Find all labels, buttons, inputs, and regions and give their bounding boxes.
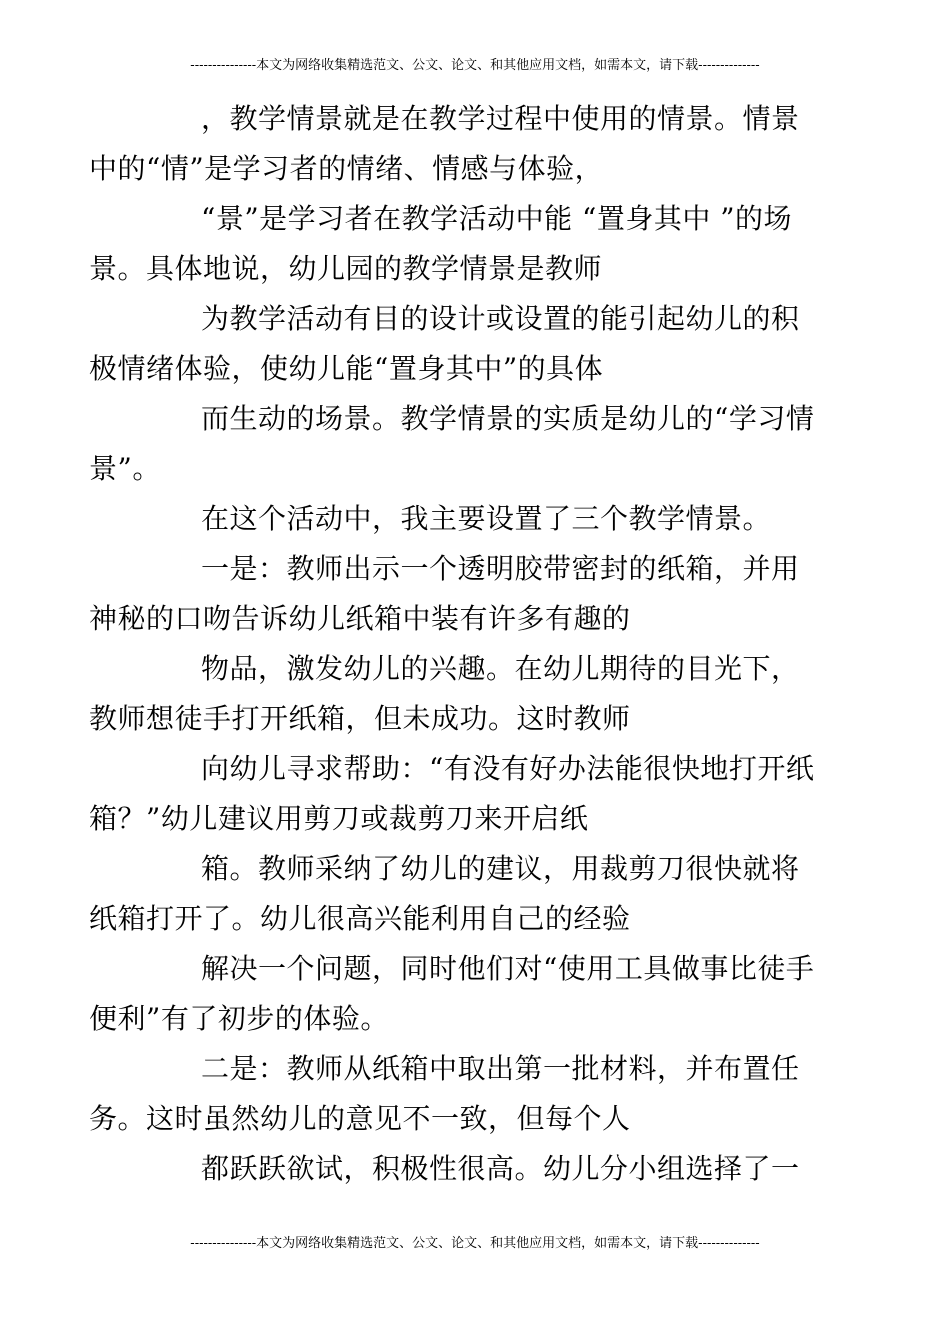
text-line: 神秘的口吻告诉幼儿纸箱中装有许多有趣的 bbox=[89, 602, 631, 635]
text-line: 一是：教师出示一个透明胶带密封的纸箱，并用 bbox=[201, 552, 800, 585]
text-line: 在这个活动中，我主要设置了三个教学情景。 bbox=[201, 502, 772, 535]
paragraph bbox=[145, 494, 810, 544]
text-line: 箱？”幼儿建议用剪刀或裁剪刀来开启纸 bbox=[89, 802, 589, 835]
text-line: 物品，激发幼儿的兴趣。在幼儿期待的目光下， bbox=[201, 652, 800, 685]
paragraph bbox=[89, 394, 815, 494]
document-body bbox=[89, 94, 815, 1194]
text-line: 二是：教师从纸箱中取出第一批材料，并布置任 bbox=[201, 1052, 800, 1085]
paragraph bbox=[89, 844, 810, 944]
text-line: “景”是学习者在教学活动中能 “置身其中 ”的场 bbox=[201, 202, 793, 235]
paragraph bbox=[89, 294, 810, 394]
text-line: 解决一个问题，同时他们对“使用工具做事比徒手 bbox=[201, 952, 815, 985]
text-line: 极情绪体验，使幼儿能“置身其中”的具体 bbox=[89, 352, 604, 385]
paragraph bbox=[89, 644, 810, 744]
text-line: 纸箱打开了。幼儿很高兴能利用自己的经验 bbox=[89, 902, 631, 935]
text-line: 教师想徒手打开纸箱，但未成功。这时教师 bbox=[89, 702, 631, 735]
paragraph bbox=[89, 1044, 810, 1144]
paragraph bbox=[89, 744, 815, 844]
paragraph bbox=[89, 194, 810, 294]
page-footer: ---------------本文为网络收集精选范文、公文、论文、和其他应用文档，如需本文，请下载-------------- bbox=[190, 1236, 760, 1251]
paragraph bbox=[89, 94, 810, 194]
text-line: 中的“情”是学习者的情绪、情感与体验， bbox=[89, 152, 604, 185]
paragraph bbox=[89, 544, 810, 644]
text-line: ，教学情景就是在教学过程中使用的情景。情景 bbox=[201, 102, 800, 135]
page-header: ---------------本文为网络收集精选范文、公文、论文、和其他应用文档，如需本文，请下载-------------- bbox=[190, 58, 760, 73]
text-line: 便利”有了初步的体验。 bbox=[89, 1002, 389, 1035]
text-line: 向幼儿寻求帮助：“有没有好办法能很快地打开纸 bbox=[201, 752, 815, 785]
text-line: 务。这时虽然幼儿的意见不一致，但每个人 bbox=[89, 1102, 631, 1135]
text-line: 为教学活动有目的设计或设置的能引起幼儿的积 bbox=[201, 302, 800, 335]
text-line: 箱。教师采纳了幼儿的建议，用裁剪刀很快就将 bbox=[201, 852, 800, 885]
text-line: 而生动的场景。教学情景的实质是幼儿的“学习情 bbox=[201, 402, 815, 435]
paragraph bbox=[145, 1144, 810, 1194]
text-line: 景。具体地说，幼儿园的教学情景是教师 bbox=[89, 252, 603, 285]
text-line: 都跃跃欲试，积极性很高。幼儿分小组选择了一 bbox=[201, 1152, 800, 1185]
paragraph bbox=[89, 944, 815, 1044]
text-line: 景”。 bbox=[89, 452, 161, 485]
